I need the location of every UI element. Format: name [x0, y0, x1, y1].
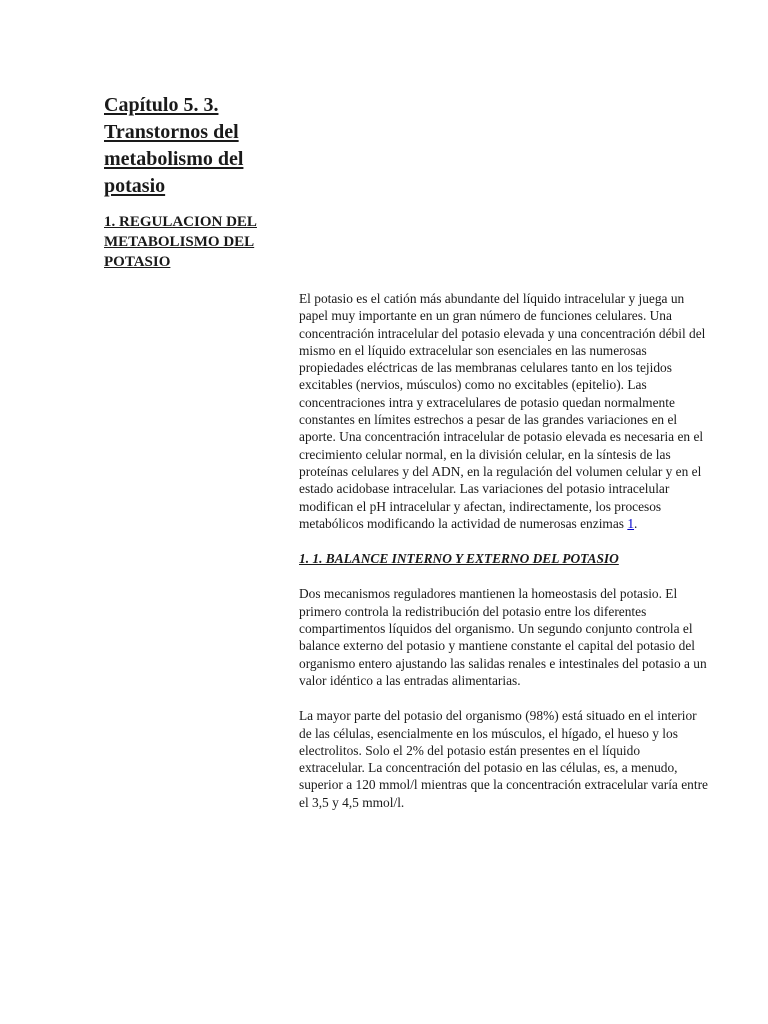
paragraph-distribution: La mayor parte del potasio del organismo (98%) está situado en el interior de las células, esencialmente en los músculos, el hígado, el hueso y los electrolitos. Solo el 2% del potasio están presentes en el líquido extracelular. La concentración del potasio en las células, es, a menudo, superior a 120 mmol/l mientras que la concentración extracelular varía entre el 3,5 y 4,5 mmol/l.: [299, 708, 708, 810]
paragraph-intro-text: El potasio es el catión más abundante del líquido intracelular y juega un papel muy importante en un gran número de funciones celulares. Una concentración intracelular del potasio elevada y una concentración débil del mismo en el líquido extracelular son esenciales en las numerosas propiedades eléctricas de las membranas celulares tanto en los tejidos excitables (nervios, músculos) como no excitables (epitelio). Las concentraciones intra y extracelulares de potasio quedan normalmente constantes en límites estrechos a pesar de las grandes variaciones en el aporte. Una concentración intracelular de potasio elevada es necesaria en el crecimiento celular normal, en la división celular, en la síntesis de las proteínas celulares y del ADN, en la regulación del volumen celular y en el estado acidobase intracelular. Las variaciones del potasio intracelular modifican el pH intracelular y afectan, indirectamente, los procesos metabólicos modificando la actividad de numerosas enzimas: [299, 291, 706, 531]
paragraph-intro: [299, 290, 709, 532]
footnote-link[interactable]: 1: [627, 515, 635, 531]
paragraph-intro-end: .: [634, 515, 638, 531]
section-heading: 1. REGULACION DEL METABOLISMO DEL POTASIO: [104, 214, 257, 270]
document-body: [299, 290, 709, 829]
paragraph-mechanisms: Dos mecanismos reguladores mantienen la homeostasis del potasio. El primero controla la redistribución del potasio entre los diferentes compartimentos líquidos del organismo. Un segundo conjunto controla el balance externo del potasio y mantiene constante el capital del potasio del organismo entero ajustando las salidas renales e intestinales del potasio a un valor idéntico a las entradas alimentarias.: [299, 586, 707, 688]
chapter-title: Capítulo 5. 3. Transtornos del metabolismo del potasio: [104, 94, 244, 197]
subsection-heading: 1. 1. BALANCE INTERNO Y EXTERNO DEL POTASIO: [299, 551, 619, 567]
